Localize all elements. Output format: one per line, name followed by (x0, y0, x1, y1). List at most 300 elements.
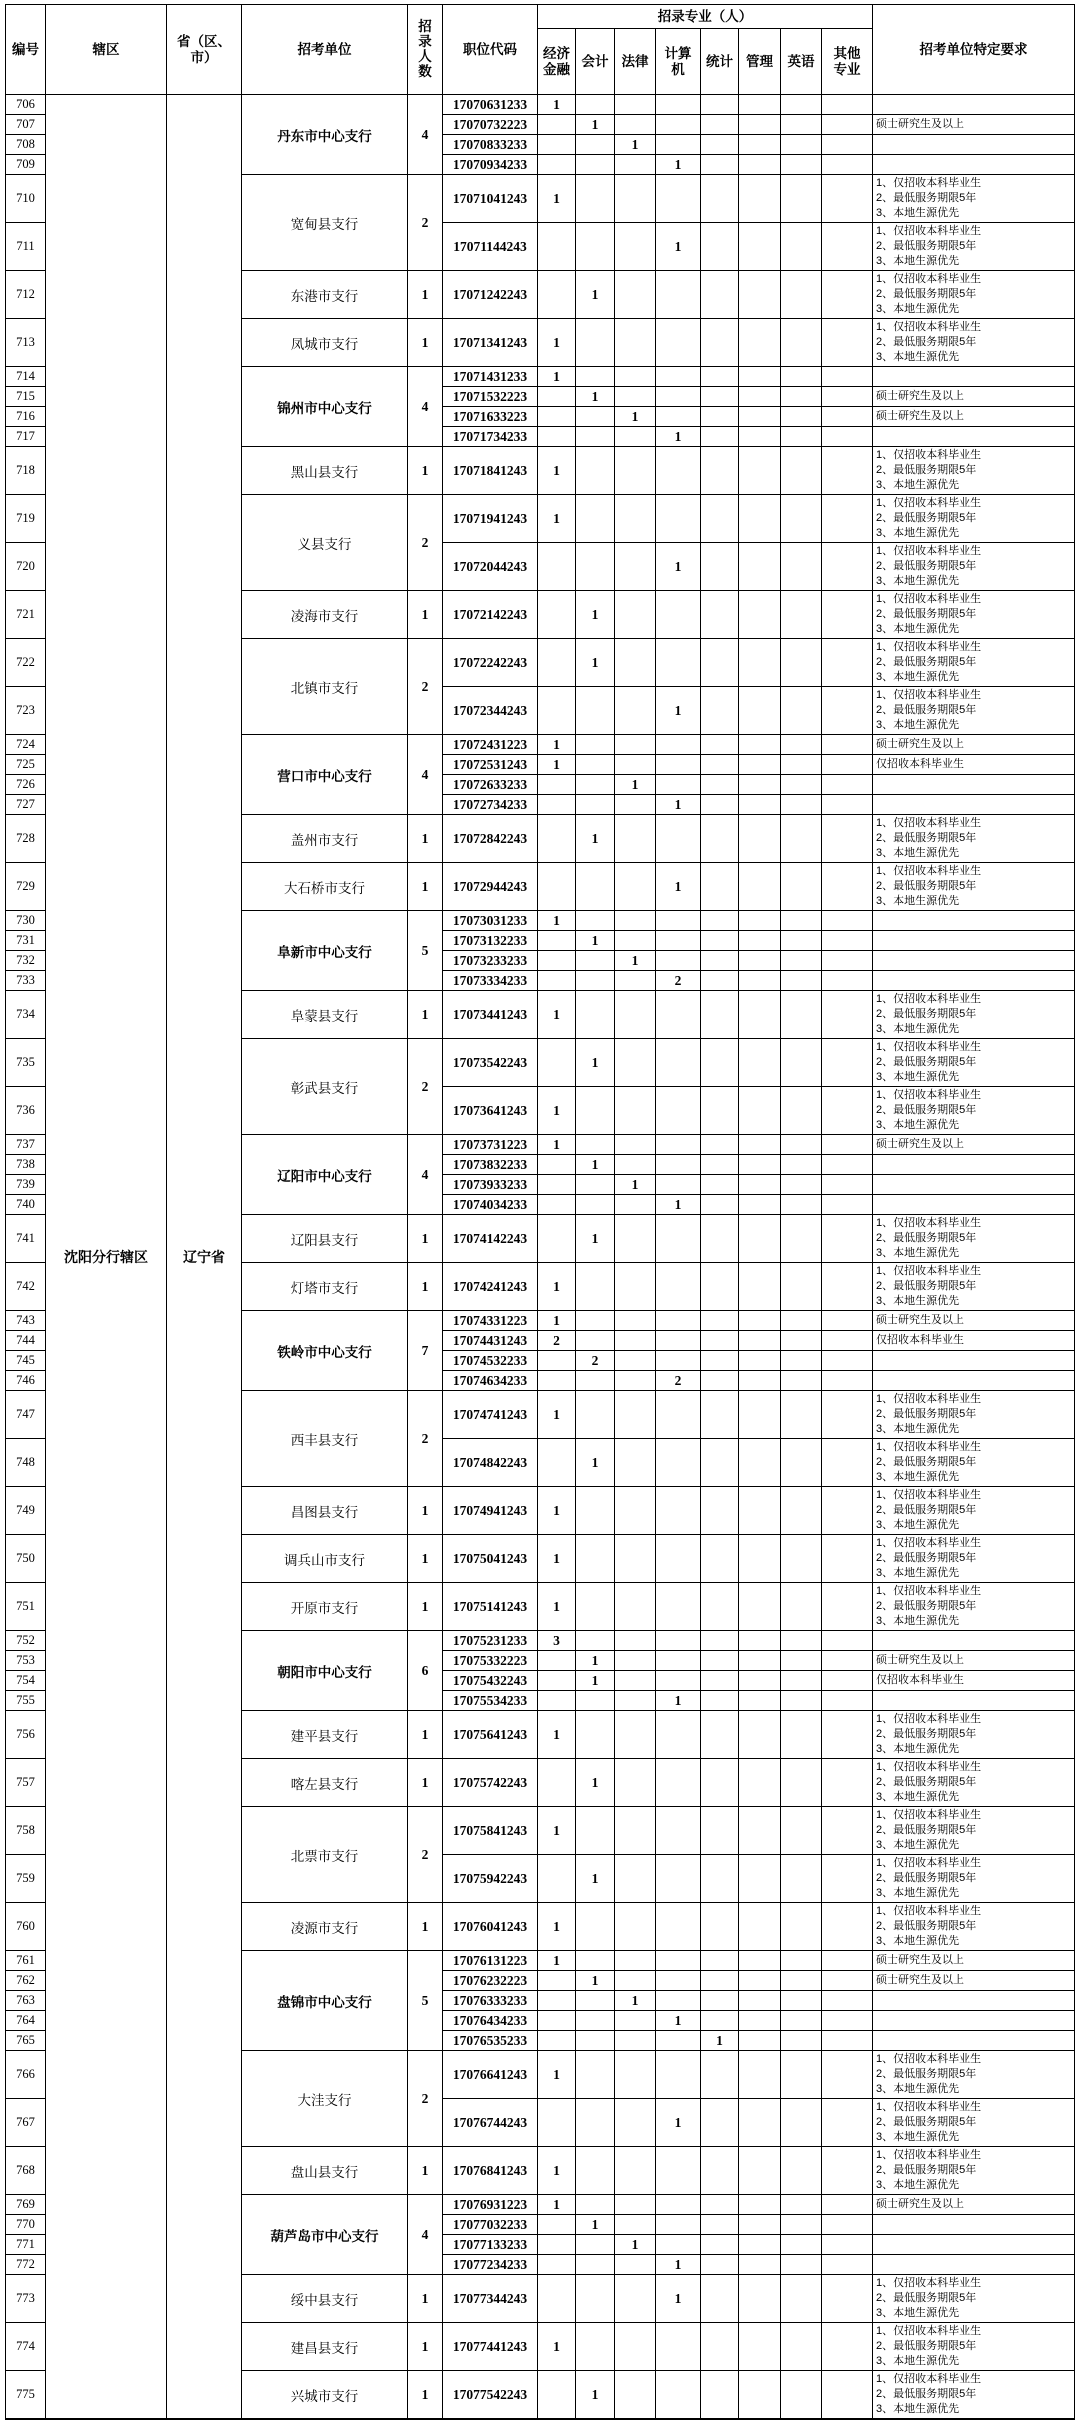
major-count-cell (701, 387, 739, 407)
major-count-cell (781, 2031, 822, 2051)
major-count-cell (538, 863, 576, 911)
recruits-cell: 4 (408, 1135, 443, 1215)
major-count-cell (781, 1155, 822, 1175)
major-count-cell (538, 135, 576, 155)
code-cell: 17076232223 (443, 1971, 538, 1991)
row-number-cell: 731 (6, 931, 46, 951)
major-count-cell (781, 2275, 822, 2323)
major-count-cell (822, 2323, 873, 2371)
requirement-cell: 仅招收本科毕业生 (873, 1671, 1075, 1691)
major-count-cell (781, 387, 822, 407)
major-count-cell (781, 1087, 822, 1135)
major-count-cell (781, 863, 822, 911)
major-count-cell (701, 1135, 739, 1155)
major-count-cell (615, 1487, 656, 1535)
major-count-cell (701, 1351, 739, 1371)
major-count-cell (781, 1759, 822, 1807)
code-cell: 17077344243 (443, 2275, 538, 2323)
recruits-cell: 4 (408, 2195, 443, 2275)
major-count-cell (701, 447, 739, 495)
requirement-line: 3、本地生源优先 (876, 2083, 960, 2095)
province-cell: 辽宁省 (167, 95, 242, 2420)
major-count-cell: 1 (538, 1487, 576, 1535)
major-count-cell (781, 687, 822, 735)
header-major-statistics (701, 29, 739, 95)
major-count-cell (739, 1631, 781, 1651)
major-count-cell (656, 271, 701, 319)
major-count-cell (739, 1855, 781, 1903)
major-count-cell: 3 (538, 1631, 576, 1651)
code-cell: 17073542243 (443, 1039, 538, 1087)
header-recruits (408, 5, 443, 95)
major-count-cell (739, 775, 781, 795)
major-count-cell (739, 755, 781, 775)
requirement-cell (873, 2235, 1075, 2255)
major-count-cell (538, 971, 576, 991)
major-count-cell (822, 115, 873, 135)
major-count-cell (576, 319, 615, 367)
major-count-cell (781, 775, 822, 795)
major-count-cell (822, 1351, 873, 1371)
requirement-line: 3、本地生源优先 (876, 2355, 960, 2367)
requirement-line: 1、仅招收本科毕业生 (876, 1265, 982, 1277)
requirement-line: 1、仅招收本科毕业生 (876, 1761, 982, 1773)
requirement-line: 3、本地生源优先 (876, 1839, 960, 1851)
major-count-cell (615, 1371, 656, 1391)
major-count-cell (538, 271, 576, 319)
recruits-cell: 4 (408, 95, 443, 175)
major-count-cell (576, 1631, 615, 1651)
major-count-cell (615, 95, 656, 115)
requirement-line: 3、本地生源优先 (876, 847, 960, 859)
major-count-cell (822, 687, 873, 735)
major-count-cell (822, 1951, 873, 1971)
requirement-line: 2、最低服务期限5年 (876, 1600, 977, 1612)
major-count-cell (739, 1311, 781, 1331)
row-number-cell: 775 (6, 2371, 46, 2420)
major-count-cell (538, 1691, 576, 1711)
code-cell: 17076641243 (443, 2051, 538, 2099)
requirement-cell (873, 863, 1075, 911)
major-count-cell (615, 2051, 656, 2099)
major-count-cell (656, 95, 701, 115)
major-count-cell (538, 387, 576, 407)
major-count-cell (781, 951, 822, 971)
major-count-cell (656, 1263, 701, 1311)
row-number-cell: 728 (6, 815, 46, 863)
major-count-cell (615, 991, 656, 1039)
major-count-cell (739, 1991, 781, 2011)
major-count-cell (781, 591, 822, 639)
requirement-cell: 硕士研究生及以上 (873, 1971, 1075, 1991)
major-count-cell (739, 1195, 781, 1215)
major-count-cell (739, 115, 781, 135)
major-count-cell (781, 1903, 822, 1951)
major-count-cell (739, 2235, 781, 2255)
row-number-cell: 761 (6, 1951, 46, 1971)
major-count-cell (576, 2255, 615, 2275)
major-count-cell (822, 775, 873, 795)
major-count-cell: 1 (576, 1439, 615, 1487)
header-major-management (739, 29, 781, 95)
requirement-line: 3、本地生源优先 (876, 1023, 960, 1035)
major-count-cell (615, 1087, 656, 1135)
row-number-cell: 706 (6, 95, 46, 115)
code-cell: 17071431233 (443, 367, 538, 387)
header-major-label: 经济金融 (543, 45, 570, 77)
major-count-cell (701, 1175, 739, 1195)
requirement-cell: 硕士研究生及以上 (873, 407, 1075, 427)
major-count-cell (739, 735, 781, 755)
major-count-cell (781, 115, 822, 135)
major-count-cell (615, 495, 656, 543)
code-cell: 17075641243 (443, 1711, 538, 1759)
major-count-cell: 1 (538, 175, 576, 223)
major-count-cell (615, 2031, 656, 2051)
requirement-cell (873, 2011, 1075, 2031)
requirement-cell (873, 1631, 1075, 1651)
requirement-line: 3、本地生源优先 (876, 2403, 960, 2415)
requirement-cell (873, 1371, 1075, 1391)
unit-cell: 葫芦岛市中心支行 (242, 2195, 408, 2275)
code-cell: 17075742243 (443, 1759, 538, 1807)
unit-cell: 绥中县支行 (242, 2275, 408, 2323)
major-count-cell (576, 2051, 615, 2099)
code-cell: 17077234233 (443, 2255, 538, 2275)
requirement-cell (873, 223, 1075, 271)
major-count-cell (656, 2147, 701, 2195)
major-count-cell (701, 815, 739, 863)
row-number-cell: 773 (6, 2275, 46, 2323)
requirement-cell (873, 427, 1075, 447)
unit-cell: 义县支行 (242, 495, 408, 591)
requirement-line: 2、最低服务期限5年 (876, 192, 977, 204)
requirement-cell: 硕士研究生及以上 (873, 1311, 1075, 1331)
major-count-cell (781, 223, 822, 271)
major-count-cell (781, 2099, 822, 2147)
major-count-cell (822, 1263, 873, 1311)
major-count-cell (701, 1331, 739, 1351)
major-count-cell (701, 2099, 739, 2147)
major-count-cell (739, 2323, 781, 2371)
requirement-line: 1、仅招收本科毕业生 (876, 1905, 982, 1917)
requirement-line: 1、仅招收本科毕业生 (876, 865, 982, 877)
requirement-cell (873, 1391, 1075, 1439)
requirement-cell (873, 447, 1075, 495)
requirement-cell (873, 175, 1075, 223)
major-count-cell (656, 1631, 701, 1651)
major-count-cell (781, 155, 822, 175)
major-count-cell (538, 775, 576, 795)
major-count-cell: 1 (576, 115, 615, 135)
major-count-cell: 1 (576, 639, 615, 687)
major-count-cell (538, 639, 576, 687)
major-count-cell (615, 911, 656, 931)
major-count-cell (739, 2275, 781, 2323)
major-count-cell (701, 115, 739, 135)
major-count-cell: 1 (615, 1991, 656, 2011)
header-row-top (6, 5, 1075, 29)
major-count-cell (822, 2051, 873, 2099)
header-major-accounting (576, 29, 615, 95)
major-count-cell (822, 271, 873, 319)
major-count-cell (822, 1175, 873, 1195)
major-count-cell: 1 (576, 1759, 615, 1807)
header-majors-group: 招录专业（人） (538, 5, 873, 29)
major-count-cell (656, 135, 701, 155)
requirement-line: 3、本地生源优先 (876, 575, 960, 587)
requirement-line: 1、仅招收本科毕业生 (876, 641, 982, 653)
requirement-line: 1、仅招收本科毕业生 (876, 1041, 982, 1053)
major-count-cell (781, 1195, 822, 1215)
row-number-cell: 753 (6, 1651, 46, 1671)
major-count-cell (781, 1951, 822, 1971)
major-count-cell (701, 687, 739, 735)
major-count-cell (701, 175, 739, 223)
unit-cell: 东港市支行 (242, 271, 408, 319)
major-count-cell (656, 1951, 701, 1971)
major-count-cell (701, 931, 739, 951)
major-count-cell (822, 951, 873, 971)
major-count-cell (656, 1759, 701, 1807)
major-count-cell (538, 1651, 576, 1671)
major-count-cell (656, 1351, 701, 1371)
requirement-line: 1、仅招收本科毕业生 (876, 2149, 982, 2161)
major-count-cell (739, 1039, 781, 1087)
code-cell: 17076131223 (443, 1951, 538, 1971)
major-count-cell (576, 1135, 615, 1155)
requirement-line: 3、本地生源优先 (876, 351, 960, 363)
code-cell: 17076744243 (443, 2099, 538, 2147)
requirement-line: 2、最低服务期限5年 (876, 1232, 977, 1244)
requirement-cell (873, 1087, 1075, 1135)
major-count-cell (538, 2031, 576, 2051)
major-count-cell (615, 2323, 656, 2371)
requirement-line: 1、仅招收本科毕业生 (876, 993, 982, 1005)
major-count-cell: 1 (538, 1263, 576, 1311)
major-count-cell (576, 367, 615, 387)
major-count-cell (822, 991, 873, 1039)
major-count-cell: 1 (538, 1807, 576, 1855)
major-count-cell: 1 (538, 1087, 576, 1135)
major-count-cell (656, 911, 701, 931)
major-count-cell (615, 1215, 656, 1263)
requirement-line: 1、仅招收本科毕业生 (876, 2325, 982, 2337)
recruits-cell: 1 (408, 2323, 443, 2371)
requirement-cell (873, 1175, 1075, 1195)
recruits-cell: 1 (408, 1487, 443, 1535)
major-count-cell (701, 1039, 739, 1087)
requirement-line: 2、最低服务期限5年 (876, 2340, 977, 2352)
major-count-cell (701, 795, 739, 815)
major-count-cell (615, 1391, 656, 1439)
unit-cell: 盖州市支行 (242, 815, 408, 863)
major-count-cell (701, 1087, 739, 1135)
major-count-cell (576, 2195, 615, 2215)
header-id: 编号 (6, 5, 46, 95)
major-count-cell (701, 1807, 739, 1855)
row-number-cell: 752 (6, 1631, 46, 1651)
code-cell: 17073441243 (443, 991, 538, 1039)
major-count-cell (701, 1631, 739, 1651)
major-count-cell (822, 1439, 873, 1487)
major-count-cell (615, 115, 656, 135)
major-count-cell (576, 2147, 615, 2195)
requirement-cell (873, 543, 1075, 591)
requirement-cell: 硕士研究生及以上 (873, 387, 1075, 407)
major-count-cell (701, 135, 739, 155)
major-count-cell (656, 2215, 701, 2235)
major-count-cell: 1 (538, 1535, 576, 1583)
major-count-cell (781, 2051, 822, 2099)
recruits-cell: 2 (408, 1807, 443, 1903)
major-count-cell (739, 2195, 781, 2215)
major-count-cell (781, 931, 822, 951)
requirement-line: 3、本地生源优先 (876, 1423, 960, 1435)
major-count-cell (701, 971, 739, 991)
code-cell: 17070732223 (443, 115, 538, 135)
major-count-cell (822, 447, 873, 495)
code-cell: 17074634233 (443, 1371, 538, 1391)
code-cell: 17072734233 (443, 795, 538, 815)
major-count-cell (781, 735, 822, 755)
unit-cell: 丹东市中心支行 (242, 95, 408, 175)
requirement-cell (873, 951, 1075, 971)
major-count-cell (615, 2099, 656, 2147)
major-count-cell (576, 2011, 615, 2031)
major-count-cell (576, 911, 615, 931)
major-count-cell (701, 543, 739, 591)
major-count-cell (701, 2147, 739, 2195)
major-count-cell (615, 1631, 656, 1651)
requirement-cell (873, 1535, 1075, 1583)
major-count-cell (822, 2235, 873, 2255)
row-number-cell: 714 (6, 367, 46, 387)
major-count-cell (739, 1951, 781, 1971)
header-major-label: 管理 (746, 53, 773, 69)
requirement-line: 3、本地生源优先 (876, 1295, 960, 1307)
row-number-cell: 740 (6, 1195, 46, 1215)
header-requirements: 招考单位特定要求 (873, 5, 1075, 95)
requirement-line: 2、最低服务期限5年 (876, 464, 977, 476)
code-cell: 17076841243 (443, 2147, 538, 2195)
code-cell: 17073031233 (443, 911, 538, 931)
requirement-cell: 仅招收本科毕业生 (873, 755, 1075, 775)
major-count-cell (739, 1155, 781, 1175)
requirement-line: 1、仅招收本科毕业生 (876, 1441, 982, 1453)
major-count-cell (781, 2255, 822, 2275)
header-major-label: 英语 (787, 53, 815, 69)
major-count-cell (701, 1215, 739, 1263)
major-count-cell (615, 1651, 656, 1671)
requirement-cell (873, 2323, 1075, 2371)
major-count-cell (538, 155, 576, 175)
unit-cell: 营口市中心支行 (242, 735, 408, 815)
row-number-cell: 736 (6, 1087, 46, 1135)
major-count-cell (739, 135, 781, 155)
major-count-cell (656, 319, 701, 367)
row-number-cell: 739 (6, 1175, 46, 1195)
code-cell: 17076434233 (443, 2011, 538, 2031)
major-count-cell: 1 (538, 447, 576, 495)
major-count-cell (656, 1583, 701, 1631)
code-cell: 17072633233 (443, 775, 538, 795)
requirement-cell (873, 495, 1075, 543)
requirement-line: 3、本地生源优先 (876, 303, 960, 315)
major-count-cell (781, 1535, 822, 1583)
recruits-cell: 1 (408, 863, 443, 911)
header-province: 省（区、市） (167, 5, 242, 95)
major-count-cell (576, 175, 615, 223)
row-number-cell: 733 (6, 971, 46, 991)
requirement-cell (873, 1195, 1075, 1215)
major-count-cell (822, 1759, 873, 1807)
major-count-cell (739, 951, 781, 971)
row-number-cell: 754 (6, 1671, 46, 1691)
major-count-cell (615, 1331, 656, 1351)
major-count-cell (822, 911, 873, 931)
major-count-cell (656, 2323, 701, 2371)
major-count-cell (615, 2147, 656, 2195)
unit-cell: 朝阳市中心支行 (242, 1631, 408, 1711)
major-count-cell (822, 1651, 873, 1671)
major-count-cell (615, 1671, 656, 1691)
major-count-cell (656, 1215, 701, 1263)
major-count-cell (615, 387, 656, 407)
major-count-cell (739, 2011, 781, 2031)
code-cell: 17072431223 (443, 735, 538, 755)
requirement-line: 2、最低服务期限5年 (876, 1408, 977, 1420)
row-number-cell: 755 (6, 1691, 46, 1711)
major-count-cell (538, 407, 576, 427)
code-cell: 17077542243 (443, 2371, 538, 2420)
major-count-cell (576, 951, 615, 971)
major-count-cell: 1 (576, 387, 615, 407)
code-cell: 17076333233 (443, 1991, 538, 2011)
major-count-cell: 1 (701, 2031, 739, 2051)
major-count-cell (822, 407, 873, 427)
major-count-cell (656, 1903, 701, 1951)
major-count-cell: 2 (576, 1351, 615, 1371)
code-cell: 17072242243 (443, 639, 538, 687)
major-count-cell (538, 795, 576, 815)
requirement-cell (873, 1855, 1075, 1903)
major-count-cell (739, 1535, 781, 1583)
major-count-cell (739, 2255, 781, 2275)
major-count-cell (576, 1583, 615, 1631)
major-count-cell (615, 319, 656, 367)
major-count-cell (701, 95, 739, 115)
major-count-cell (822, 815, 873, 863)
major-count-cell (822, 971, 873, 991)
major-count-cell (615, 1855, 656, 1903)
code-cell: 17073731223 (443, 1135, 538, 1155)
row-number-cell: 713 (6, 319, 46, 367)
unit-cell: 建平县支行 (242, 1711, 408, 1759)
requirement-line: 3、本地生源优先 (876, 2131, 960, 2143)
major-count-cell (538, 2275, 576, 2323)
major-count-cell (701, 2215, 739, 2235)
major-count-cell (538, 1759, 576, 1807)
major-count-cell (739, 971, 781, 991)
major-count-cell (538, 223, 576, 271)
major-count-cell (701, 1903, 739, 1951)
recruits-cell: 2 (408, 2051, 443, 2147)
requirement-line: 2、最低服务期限5年 (876, 336, 977, 348)
major-count-cell (822, 1583, 873, 1631)
unit-cell: 宽甸县支行 (242, 175, 408, 271)
requirement-line: 3、本地生源优先 (876, 895, 960, 907)
